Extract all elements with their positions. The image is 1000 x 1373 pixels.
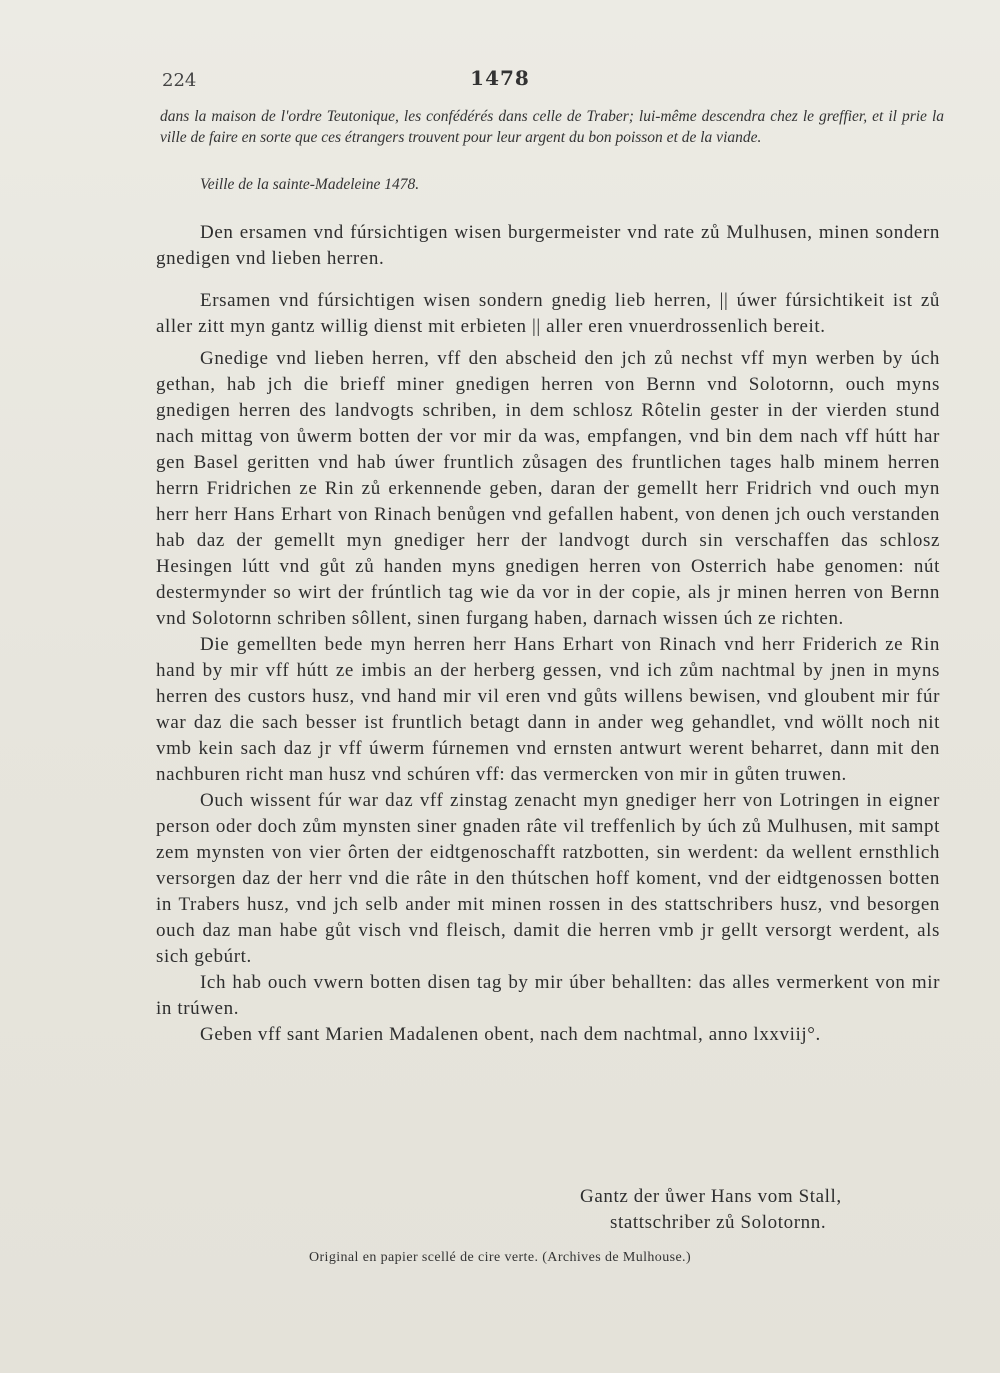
letter-body: [156, 220, 940, 1048]
signature-line: stattschriber zů Solotornn.: [610, 1212, 827, 1233]
letter-date: Veille de la sainte-Madeleine 1478.: [200, 176, 420, 193]
letter-greeting: Ersamen vnd fúrsichtigen wisen sondern gnedig lieb herren, || úwer fúrsichtikeit ist zů aller zitt myn gantz willig dienst mit erbieten || aller eren vnuerdrossenlich bereit.: [156, 290, 940, 337]
archive-note: Original en papier scellé de cire verte. (Archives de Mulhouse.): [308, 1250, 692, 1265]
signature-line: Gantz der ůwer Hans vom Stall,: [580, 1186, 842, 1207]
letter-paragraph: Die gemellten bede myn herren herr Hans Erhart von Rinach vnd herr Friderich ze Rin hand by mir vff hútt ze imbis an der herberg gessen, vnd ich zům nachtmal by jnen in myns herren des custors husz, vnd hand mir vil eren vnd gůts willens bewisen, vnd gloubent mir fúr war daz die sach besser ist fruntlich betagt dann in ander weg gehandlet, vnd wöllt noch nit vmb kein sach daz jr vff úwerm fúrnemen vnd ernsten antwurt werent beharret, dann mit den nachburen richt man husz vnd schúren vff: das vermercken von mir in gůten truwen.: [156, 634, 940, 785]
letter-address: Den ersamen vnd fúrsichtigen wisen burgermeister vnd rate zů Mulhusen, minen sondern gnedigen vnd lieben herren.: [156, 222, 940, 269]
page-number: 224: [162, 70, 197, 91]
letter-paragraph: Ouch wissent fúr war daz vff zinstag zenacht myn gnediger herr von Lotringen in eigner person oder doch zům mynsten siner gnaden râte vil treffenlich by úch zů Mulhusen, mit sampt zem mynsten von vier ôrten der eidtgenoschafft ratzbotten, sin werdent: da wellent ernsthlich versorgen daz der herr vnd die râte in den thútschen hoff koment, vnd der eidtgenossen botten in Trabers husz, vnd jch selb ander mit minen rossen in des stattschribers husz, vnd besorgen ouch daz man habe gůt visch vnd fleisch, damit die herren vmb jr gellt versorgt werdent, als sich gebúrt.: [156, 790, 940, 967]
letter-paragraph: Geben vff sant Marien Madalenen obent, nach dem nachtmal, anno lxxviij°.: [200, 1024, 821, 1045]
intro-summary: dans la maison de l'ordre Teutonique, les confédérés dans celle de Traber; lui-même descendra chez le greffier, et il prie la ville de faire en sorte que ces étrangers trouvent pour leur argent du bon poisson et de la viande.: [160, 108, 944, 146]
letter-paragraph: Gnedige vnd lieben herren, vff den abscheid den jch zů nechst vff myn werben by úch gethan, hab jch die brieff miner gnedigen herren von Bernn vnd Solotornn, ouch myns gnedigen herren des landvogts schriben, in dem schlosz Rôtelin gester in der vierden stund nach mittag von ůwerm botten der vor mir da was, empfangen, vnd bin dem nach vff hútt har gen Basel geritten vnd hab úwer fruntlich zůsagen des fruntlichen tages halb minem herren herrn Fridrichen ze Rin zů erkennende geben, daran der gemellt herr Fridrich vnd ouch myn herr herr Hans Erhart von Rinach benůgen vnd gefallen habent, von denen jch ouch verstanden hab daz der gemellt myn gnediger herr der landvogt durch sin verschaffen das schlosz Hesingen lútt vnd gůt zů handen myns gnedigen herren von Osterrich habe genomen: nút destermynder so wirt der frúntlich tag wie da vor in der copie, als jr minen herren von Bernn vnd Solotornn schriben sôllent, sinen furgang haben, darnach wissen úch ze richten.: [156, 348, 940, 629]
signature-block: [580, 1184, 842, 1236]
letter-paragraph: Ich hab ouch vwern botten disen tag by mir úber behallten: das alles vermerkent von mir in trúwen.: [156, 972, 940, 1019]
year-heading: 1478: [470, 66, 530, 90]
